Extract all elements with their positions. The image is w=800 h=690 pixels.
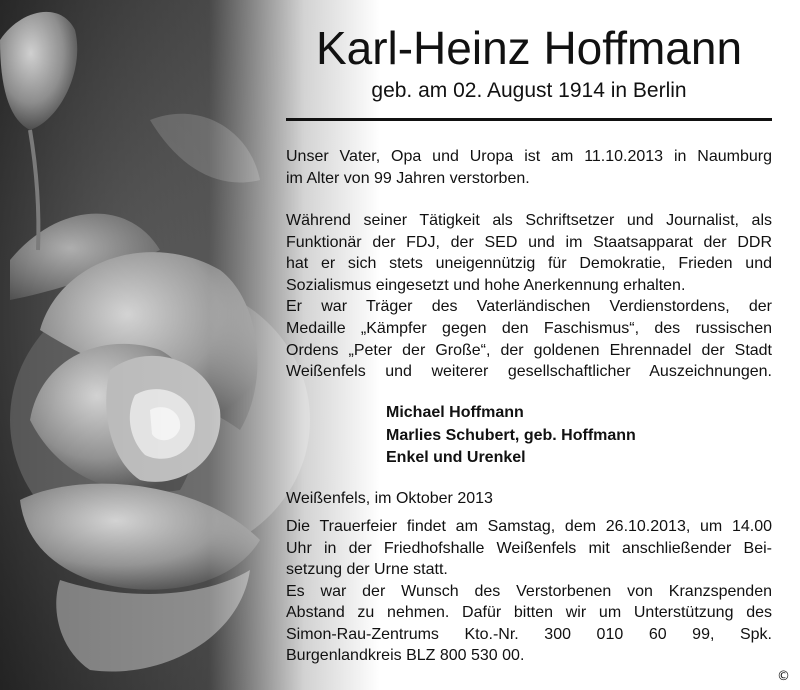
donation-info [286,602,772,667]
divider [286,118,772,121]
text-line: im Alter von 99 Jahren verstorben. [286,169,530,187]
text-line: Uhr in der Friedhofshalle Weißenfels mit anschließender Bei- [286,539,772,557]
text-line: Es war der Wunsch des Verstorbenen von Kranzspenden [286,582,772,600]
mourner-name: Michael Hoffmann [386,404,524,421]
text-line: setzung der Urne statt. [286,561,448,579]
birth-line: geb. am 02. August 1914 in Berlin [371,79,687,102]
funeral-info [286,516,772,602]
place-date: Weißenfels, im Oktober 2013 [286,490,493,507]
text-line: Medaille „Kämpfer gegen den Faschismus“, des russischen [286,319,772,337]
mourners [386,402,636,470]
mourner-name: Enkel und Urenkel [386,449,526,466]
text-line: Burgenlandkreis BLZ 800 530 00. [286,647,525,665]
text-line: Die Trauerfeier findet am Samstag, dem 26.10.2013, um 14.00 [286,518,772,535]
text-line: Funktionär der FDJ, der SED und im Staatsapparat der DDR [286,233,772,251]
text-line: Abstand zu nehmen. Dafür bitten wir um Unterstützung des [286,604,772,621]
text-line: Sozialismus eingesetzt und hohe Anerkennung erhalten. [286,276,686,294]
copyright-icon: © [777,669,790,684]
text-line: Weißenfels und weiterer gesellschaftlicher Auszeichnungen. [286,363,772,381]
text-line: Ordens „Peter der Große“, der goldenen Ehrennadel der Stadt [286,341,772,359]
text-line: Simon-Rau-Zentrums Kto.-Nr. 300 010 60 99, Spk. [286,625,772,643]
text-line: Während seiner Tätigkeit als Schriftsetzer und Journalist, als [286,212,772,229]
biography [286,210,772,383]
text-line: Er war Träger des Vaterländischen Verdienstordens, der [286,298,772,316]
mourner-name: Marlies Schubert, geb. Hoffmann [386,426,636,444]
text-line: hat er sich stets uneigennützig für Demokratie, Frieden und [286,255,772,273]
deceased-name: Karl-Heinz Hoffmann [315,22,743,74]
death-announcement [286,146,772,189]
text-line: Unser Vater, Opa und Uropa ist am 11.10.2013 in Naumburg [286,148,772,165]
